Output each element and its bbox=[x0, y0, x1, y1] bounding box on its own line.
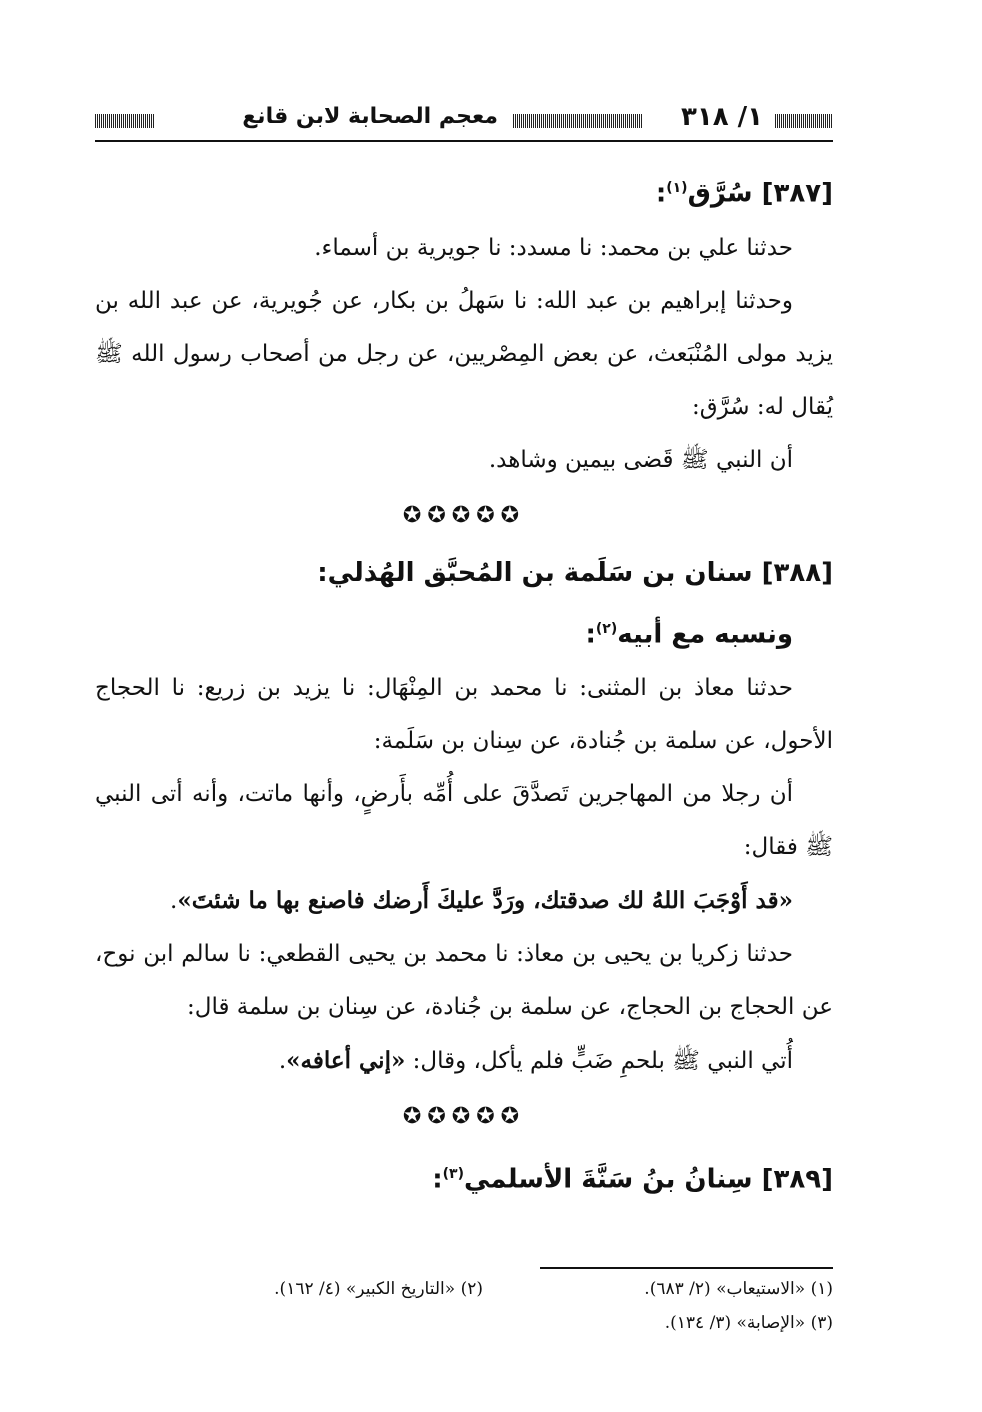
footnote-mark: (٢) bbox=[595, 620, 618, 637]
footnote-mark: (١) bbox=[666, 180, 688, 196]
entry-heading-387: [٣٨٧] سُرَّق$^{(١)}$: bbox=[655, 178, 833, 209]
footnotes bbox=[95, 1272, 833, 1340]
header-ornament bbox=[95, 114, 155, 128]
paragraph: «قد أَوْجَبَ اللهُ لك صدقتك، ورَدَّ عليكَ أَرضك فاصنع بها ما شئتَ». bbox=[170, 887, 793, 915]
header-ornament bbox=[775, 114, 833, 128]
paragraph: أن النبي ﷺ قَضى بيمين وشاهد. bbox=[488, 446, 793, 473]
hadith-quote: «إني أعافه» bbox=[286, 1047, 406, 1075]
paragraph: وحدثنا إبراهيم بن عبد الله: نا سَهلُ بن بكار، عن جُويرية، عن عبد الله بن يزيد مولى المُنْبَعث، عن بعض المِصْريين، عن رجل من أصحاب رسول الله ﷺ يُقال له: سُرَّق: bbox=[95, 287, 833, 420]
page-number: ١/ ٣١٨ bbox=[680, 102, 763, 132]
header-divider bbox=[95, 140, 833, 142]
footnote-1: (١) «الاستيعاب» (٢/ ٦٨٣). bbox=[644, 1279, 833, 1299]
entry-subheading: ونسبه مع أبيه$^{(٢)}$: bbox=[585, 619, 793, 650]
paragraph: أُتي النبي ﷺ بلحمِ ضَبٍّ فلم يأكل، وقال: «إني أعافه». bbox=[278, 1047, 793, 1075]
footnote-divider bbox=[540, 1267, 833, 1269]
book-title: معجم الصحابة لابن قانع bbox=[242, 104, 498, 129]
entry-heading-389: [٣٨٩] سِنانُ بنُ سَنَّةَ الأسلمي$^{(٣)}$: bbox=[432, 1164, 833, 1195]
paragraph: حدثنا معاذ بن المثنى: نا محمد بن المِنْهَال: نا يزيد بن زريع: نا الحجاج الأحول، عن سلمة بن جُنادة، عن سِنان بن سَلَمة: bbox=[95, 675, 833, 755]
paragraph: أن رجلا من المهاجرين تَصدَّقَ على أُمِّه بأَرضٍ، وأنها ماتت، وأنه أتى النبي ﷺ فقال: bbox=[95, 781, 833, 861]
page-header bbox=[95, 100, 833, 140]
paragraph: حدثنا علي بن محمد: نا مسدد: نا جويرية بن أسماء. bbox=[314, 234, 793, 261]
entry-heading-388: [٣٨٨] سنان بن سَلَمة بن المُحبَّق الهُذلي: bbox=[317, 557, 833, 588]
footnote-mark: (٣) bbox=[442, 1166, 464, 1183]
hadith-quote: «قد أَوْجَبَ اللهُ لك صدقتك، ورَدَّ عليكَ أَرضك فاصنع بها ما شئتَ» bbox=[177, 887, 793, 915]
section-separator: ✪✪✪✪✪ bbox=[402, 1104, 526, 1130]
header-ornament bbox=[513, 114, 643, 128]
paragraph: حدثنا زكريا بن يحيى بن معاذ: نا محمد بن يحيى القطعي: نا سالم ابن نوح، عن الحجاج بن الحجاج، عن سلمة بن جُنادة، عن سِنان بن سلمة قال: bbox=[95, 941, 833, 1021]
section-separator: ✪✪✪✪✪ bbox=[402, 502, 526, 528]
main-text bbox=[95, 160, 833, 1208]
footnote-3: (٣) «الإصابة» (٣/ ١٣٤). bbox=[664, 1313, 833, 1333]
footnote-2: (٢) «التاريخ الكبير» (٤/ ١٦٢). bbox=[274, 1279, 483, 1299]
